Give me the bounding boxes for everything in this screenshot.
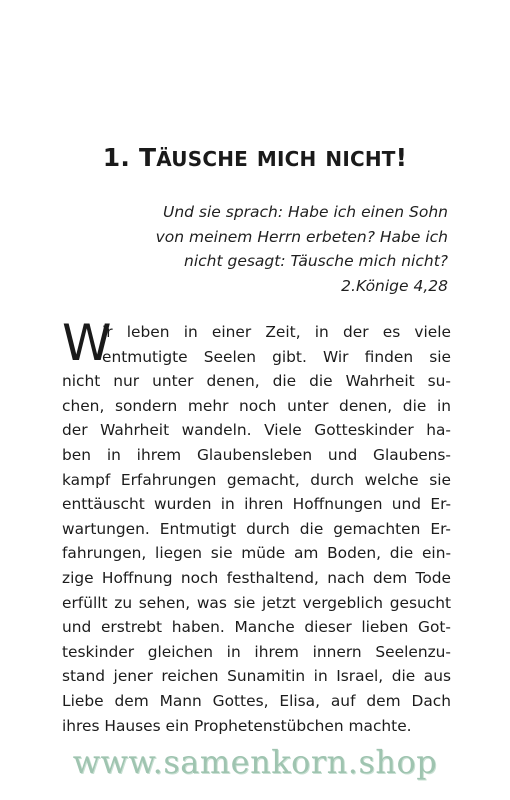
body-line: enttäuscht wurden in ihren Hoffnungen und Er- [62, 495, 451, 514]
title-word-first-cap: T [138, 143, 157, 172]
body-line: stand jener reichen Sunamitin in Israel, die aus [62, 667, 451, 686]
chapter-title [60, 143, 450, 174]
body-line: wartungen. Entmutigt durch die gemachten Er- [62, 519, 451, 538]
body-line: ben in ihrem Glaubensleben und Glaubens- [62, 445, 451, 464]
body-line: und erstrebt haben. Manche dieser lieben Got- [62, 618, 451, 637]
drop-cap: W [62, 314, 112, 372]
epigraph [108, 200, 448, 298]
title-word-mich: MICH [256, 147, 317, 171]
chapter-number: 1. [102, 143, 131, 172]
body-line: der Wahrheit wandeln. Viele Gotteskinder ha- [62, 421, 451, 440]
watermark: www.samenkorn.shop [72, 743, 438, 781]
body-line: Liebe dem Mann Gottes, Elisa, auf dem Dach [62, 691, 451, 710]
title-exclamation: ! [395, 143, 408, 172]
body-line: fahrungen, liegen sie müde am Boden, die ein- [62, 544, 451, 563]
body-line: ihres Hauses ein Prophetenstübchen machte. [62, 716, 412, 735]
body-line: kampf Erfahrungen gemacht, durch welche sie [62, 470, 451, 489]
title-word-first-rest: ÄUSCHE [156, 147, 249, 171]
epigraph-reference: 2.Könige 4,28 [341, 276, 448, 295]
epigraph-line: nicht gesagt: Täusche mich nicht? [184, 252, 448, 270]
body-paragraph [62, 314, 451, 738]
body-line: ir leben in einer Zeit, in der es viele [102, 323, 451, 341]
body-line: entmutigte Seelen gibt. Wir finden sie [102, 347, 451, 366]
body-line: erfüllt zu sehen, was sie jetzt vergeblich gesucht [62, 593, 451, 612]
body-line: chen, sondern mehr noch unter denen, die in [62, 396, 451, 415]
title-word-nicht: NICHT [325, 147, 396, 171]
body-line: zige Hoffnung noch festhaltend, nach dem Tode [62, 568, 451, 587]
body-line: nicht nur unter denen, die die Wahrheit su- [62, 372, 451, 391]
epigraph-line: von meinem Herrn erbeten? Habe ich [155, 227, 448, 246]
epigraph-line: Und sie sprach: Habe ich einen Sohn [162, 203, 448, 221]
body-line: teskinder gleichen in ihrem innern Seelenzu- [62, 642, 451, 661]
